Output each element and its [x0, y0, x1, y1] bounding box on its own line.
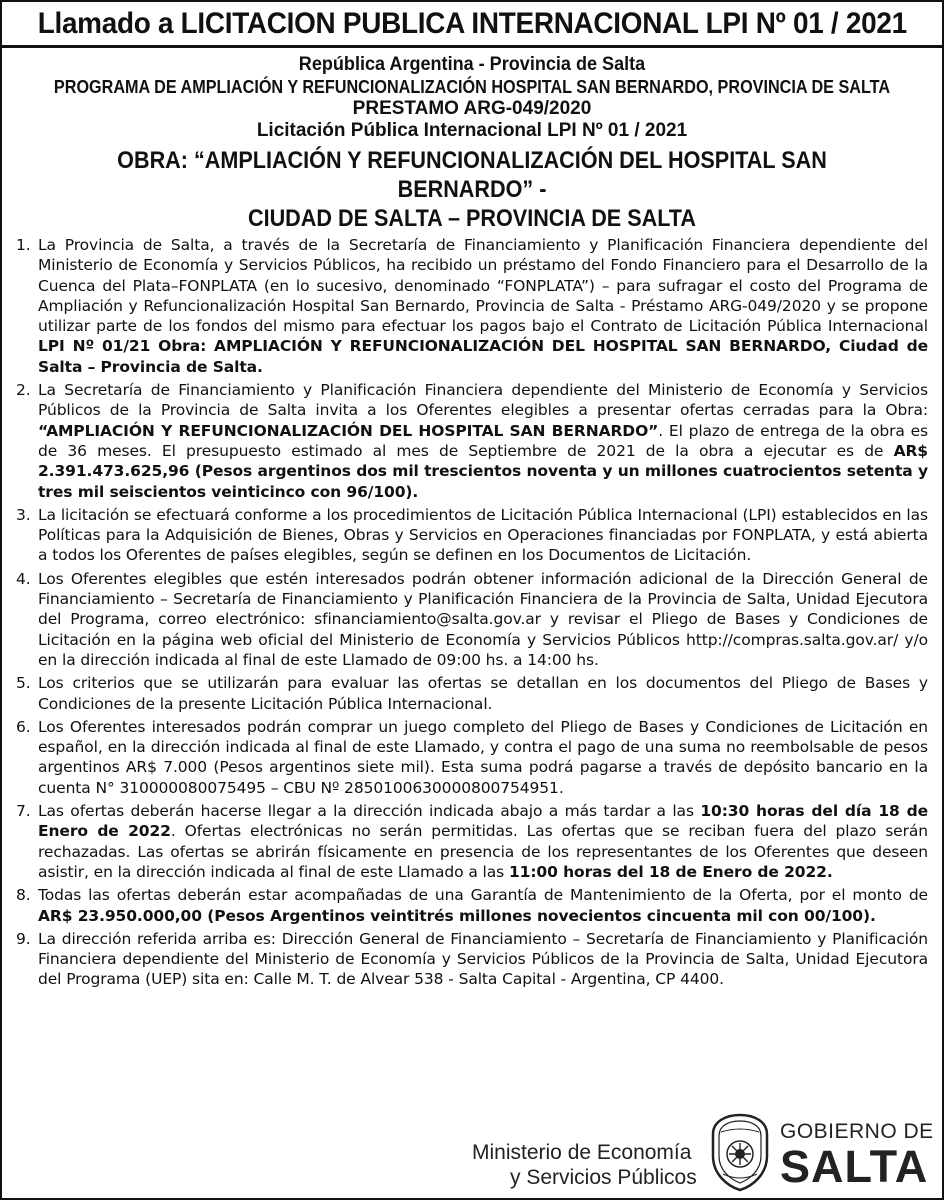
footer: [2, 1110, 942, 1198]
clause-text: La Secretaría de Financiamiento y Planificación Financiera dependiente del Ministerio de Economía y Servicios Públicos de la Provincia de Salta invita a los Oferentes elegibles a presentar ofertas cerradas para la Obra:: [38, 381, 928, 420]
header-country-province: República Argentina - Provincia de Salta: [298, 54, 646, 75]
ministry-line-2: y Servicios Públicos: [510, 1166, 697, 1189]
clause-bold-text: AR$ 2.391.473.625,96 (Pesos argentinos dos mil trescientos noventa y un millones cuatrocientos setenta y tres mil seiscientos veinticinco con 96/100).: [38, 441, 928, 501]
clause-text: Los criterios que se utilizarán para evaluar las ofertas se detallan en los documentos del Pliego de Bases y Condiciones de la presente Licitación Pública Internacional.: [38, 674, 928, 713]
clause-text: La Provincia de Salta, a través de la Secretaría de Financiamiento y Planificación Financiera dependiente del Ministerio de Economía y Servicios Públicos, ha recibido un préstamo del Fondo Financiero para el Desarrollo de la Cuenca del Plata–FONPLATA (en lo sucesivo, denominado “FONPLATA”) – para sufragar el costo del Programa de Ampliación y Refuncionalización Hospital San Bernardo, Provincia de Salta - Préstamo ARG-049/2020 y se propone utilizar parte de los fondos del mismo para efectuar los pagos bajo el Contrato de Licitación Pública Internacional: [38, 236, 928, 336]
notice-body: [12, 235, 928, 993]
clause-2: [12, 380, 928, 502]
header-loan: PRESTAMO ARG-049/2020: [352, 98, 592, 119]
clause-bold-text: 10:30 horas del día 18 de Enero de 2022: [38, 802, 928, 841]
works-title-line-2: CIUDAD DE SALTA – PROVINCIA DE SALTA: [247, 205, 697, 232]
clause-number: 6.: [16, 717, 31, 736]
clause-8: [12, 885, 928, 926]
clause-4: [12, 569, 928, 670]
ministry-line-1: Ministerio de Economía: [472, 1141, 692, 1164]
clause-number: 7.: [16, 802, 31, 821]
clause-number: 8.: [16, 886, 31, 905]
clause-5: [12, 673, 928, 714]
clause-number: 2.: [16, 381, 31, 400]
clause-text: Todas las ofertas deberán estar acompañadas de una Garantía de Mantenimiento de la Oferta, por el monto de: [38, 886, 928, 905]
clause-text: La licitación se efectuará conforme a los procedimientos de Licitación Pública Internacional (LPI) establecidos en las Políticas para la Adquisición de Bienes, Obras y Servicios en Operaciones financiadas por FONPLATA, y está abierta a todos los Oferentes de países elegibles, según se definen en los Documentos de Licitación.: [38, 505, 928, 565]
header-tender-number: Licitación Pública Internacional LPI Nº 01 / 2021: [256, 120, 688, 141]
government-label: GOBIERNO DE: [780, 1120, 934, 1143]
clause-number: 5.: [16, 674, 31, 693]
clause-number: 9.: [16, 929, 31, 948]
clause-number: 3.: [16, 505, 31, 524]
clause-number: 4.: [16, 569, 31, 588]
clause-bold-text: “AMPLIACIÓN Y REFUNCIONALIZACIÓN DEL HOSPITAL SAN BERNARDO”: [38, 421, 659, 440]
clause-6: [12, 717, 928, 798]
clause-bold-text: LPI Nº 01/21 Obra: AMPLIACIÓN Y REFUNCIONALIZACIÓN DEL HOSPITAL SAN BERNARDO, Ciudad de Salta – Provincia de Salta.: [38, 337, 928, 376]
provincial-seal-icon: [709, 1112, 771, 1192]
clause-1: [12, 235, 928, 377]
clause-text: Las ofertas deberán hacerse llegar a la dirección indicada abajo a más tardar a las: [38, 802, 701, 821]
header-program: PROGRAMA DE AMPLIACIÓN Y REFUNCIONALIZACIÓN HOSPITAL SAN BERNARDO, PROVINCIA DE SALTA: [53, 77, 891, 97]
clause-bold-text: AR$ 23.950.000,00 (Pesos Argentinos veintitrés millones novecientos cincuenta mil con 00/100).: [38, 906, 876, 925]
works-title: [49, 146, 895, 233]
clause-7: [12, 801, 928, 882]
salta-wordmark: SALTA: [780, 1141, 929, 1192]
clause-list: [12, 235, 928, 990]
clause-text: La dirección referida arriba es: Dirección General de Financiamiento – Secretaría de Financiamiento y Planificación Financiera dependiente del Ministerio de Economía y Servicios Públicos de la Provincia de Salta, Unidad Ejecutora del Programa (UEP) sita en: Calle M. T. de Alvear 538 - Salta Capital - Argentina, CP 4400.: [38, 929, 928, 989]
clause-text: Los Oferentes interesados podrán comprar un juego completo del Pliego de Bases y Condiciones de Licitación en español, en la dirección indicada al final de este Llamado, y contra el pago de una suma no reembolsable de pesos argentinos AR$ 7.000 (Pesos argentinos siete mil). Esta suma podrá pagarse a través de depósito bancario en la cuenta N° 310000080075495 – CBU Nº 2850100630000800754951.: [38, 717, 928, 797]
notice-header: [2, 48, 942, 233]
banner: [2, 2, 942, 48]
clause-text: . Ofertas electrónicas no serán permitidas. Las ofertas que se reciban fuera del plazo serán rechazadas. Las ofertas se abrirán físicamente en presencia de los representantes de los Oferentes que deseen asistir, en la dirección indicada al final de este Llamado a las: [38, 822, 929, 881]
clause-text: . El plazo de entrega de la obra es de 36 meses. El presupuesto estimado al mes de Septiembre de 2021 de la obra a ejecutar es de: [38, 421, 928, 460]
clause-number: 1.: [16, 236, 31, 254]
clause-3: [12, 505, 928, 566]
works-title-line-1: OBRA: “AMPLIACIÓN Y REFUNCIONALIZACIÓN DEL HOSPITAL SAN BERNARDO” -: [117, 147, 827, 203]
clause-text: Los Oferentes elegibles que estén interesados podrán obtener información adicional de la Dirección General de Financiamiento – Secretaría de Financiamiento y Planificación Financiera de la Provincia de Salta, Unidad Ejecutora del Programa, correo electrónico: sfinanciamiento@salta.gov.ar y revisar el Pliego de Bases y Condiciones de Licitación en la página web oficial del Ministerio de Economía y Servicios Públicos http://compras.salta.gov.ar/ y/o en la dirección indicada al final de este Llamado de 09:00 hs. a 14:00 hs.: [38, 569, 928, 669]
notice-title: Llamado a LICITACION PUBLICA INTERNACIONAL LPI Nº 01 / 2021: [37, 6, 907, 40]
clause-9: [12, 929, 928, 990]
clause-bold-text: 11:00 horas del 18 de Enero de 2022.: [508, 862, 833, 881]
ministry-name: [472, 1140, 697, 1190]
